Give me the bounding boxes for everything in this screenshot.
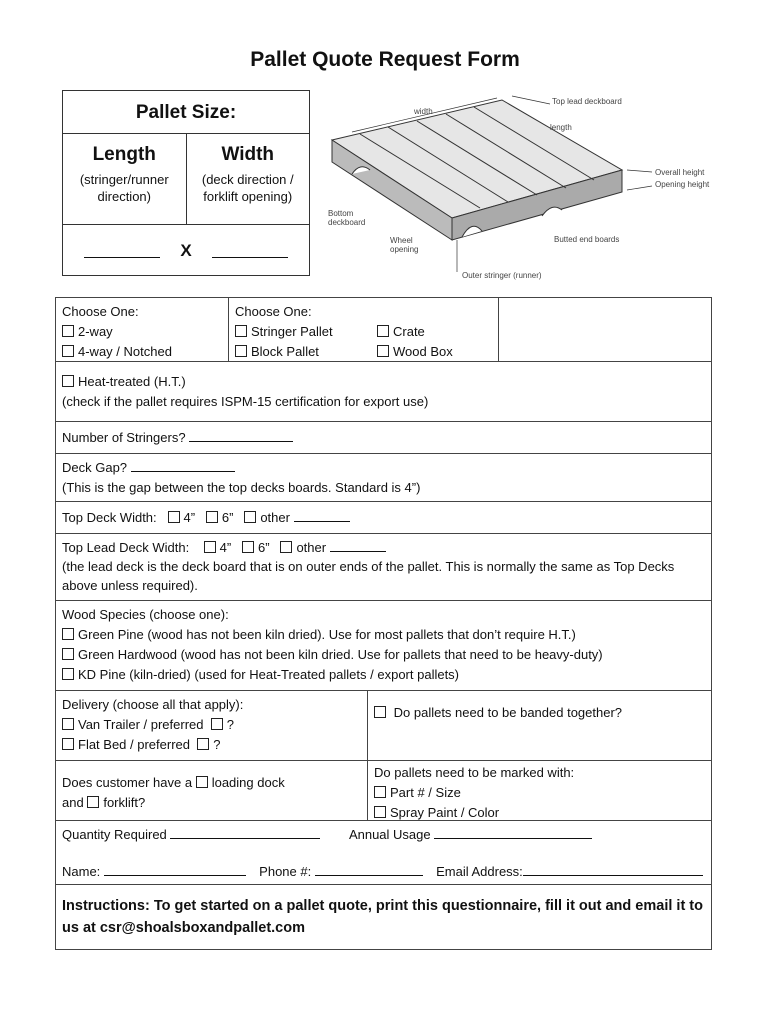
phone-blank[interactable] — [315, 862, 423, 876]
checkbox-toplead-6[interactable] — [242, 541, 254, 553]
checkbox-forklift[interactable] — [87, 796, 99, 808]
species-green-pine: Green Pine (wood has not been kiln dried). Use for most pallets that don’t require H.T.) — [78, 627, 576, 642]
dock-cell — [56, 761, 367, 820]
stringers-label: Number of Stringers? — [62, 430, 186, 445]
toplead-4: 4” — [219, 540, 232, 555]
width-column — [186, 134, 310, 224]
banded-cell — [367, 691, 711, 760]
diagram-deckboard-label: deckboard — [328, 218, 366, 227]
times-sign: X — [180, 241, 192, 260]
orientation-choice — [56, 298, 228, 361]
toplead-other: other — [296, 540, 327, 555]
checkbox-green-pine[interactable] — [62, 628, 74, 640]
delivery-cell — [56, 691, 367, 760]
marked-cell — [367, 761, 711, 820]
topdeck-other: other — [260, 510, 290, 525]
species-kd-pine: KD Pine (kiln-dried) (used for Heat-Treated pallets / export pallets) — [78, 667, 460, 682]
email-label: Email Address: — [436, 864, 523, 879]
dock-and: and — [62, 795, 84, 810]
diagram-length-label: length — [550, 123, 572, 132]
marked-part: Part # / Size — [390, 785, 461, 800]
stringers-blank[interactable] — [189, 428, 293, 442]
option-stringer: Stringer Pallet — [251, 324, 333, 339]
delivery-label: Delivery (choose all that apply): — [62, 697, 244, 712]
question-mark: ? — [226, 717, 234, 732]
species-green-hardwood: Green Hardwood (wood has not been kiln dried. Use for pallets that need to be heavy-duty) — [78, 647, 603, 662]
empty-cell — [498, 298, 711, 361]
option-4way: 4-way / Notched — [78, 344, 172, 359]
choose-label: Choose One: — [235, 304, 312, 319]
width-blank[interactable] — [212, 245, 288, 258]
topdeck-label: Top Deck Width: — [62, 510, 157, 525]
checkbox-loading-dock[interactable] — [196, 776, 208, 788]
dock-post: forklift? — [103, 795, 146, 810]
name-label: Name: — [62, 864, 101, 879]
checkbox-van[interactable] — [62, 718, 74, 730]
diagram-opening-height-label: Opening height — [655, 180, 710, 189]
email-blank[interactable] — [523, 862, 703, 876]
width-label: Width — [221, 144, 275, 165]
topdeck-other-blank[interactable] — [294, 508, 350, 522]
length-note: (stringer/runner direction) — [79, 172, 169, 204]
pallet-size-box — [62, 90, 310, 276]
instructions: Instructions: To get started on a pallet quote, print this questionnaire, fill it out and email it to us at csr@shoalsboxandpallet.com — [62, 898, 703, 936]
checkbox-flatbed[interactable] — [62, 738, 74, 750]
diagram-bottom-label: Bottom — [328, 209, 354, 218]
deckgap-label: Deck Gap? — [62, 460, 128, 475]
diagram-overall-height-label: Overall height — [655, 168, 705, 177]
marked-spray: Spray Paint / Color — [390, 805, 500, 820]
question-mark: ? — [213, 737, 221, 752]
checkbox-green-hardwood[interactable] — [62, 648, 74, 660]
deckgap-blank[interactable] — [131, 458, 235, 472]
dock-mid: loading dock — [211, 775, 285, 790]
checkbox-spray-paint[interactable] — [374, 806, 386, 818]
delivery-flatbed: Flat Bed / preferred — [78, 737, 190, 752]
checkbox-part-size[interactable] — [374, 786, 386, 798]
checkbox-topdeck-6[interactable] — [206, 511, 218, 523]
checkbox-2way[interactable] — [62, 325, 74, 337]
checkbox-toplead-other[interactable] — [280, 541, 292, 553]
toplead-note: (the lead deck is the deck board that is on outer ends of the pallet. This is normally the same as Top Decks above unless required). — [62, 559, 675, 593]
diagram-top-lead-label: Top lead deckboard — [552, 97, 622, 106]
checkbox-flatbed-preferred[interactable] — [197, 738, 209, 750]
phone-label: Phone #: — [259, 864, 312, 879]
delivery-van: Van Trailer / preferred — [78, 717, 204, 732]
quantity-label: Quantity Required — [62, 827, 167, 842]
checkbox-crate[interactable] — [377, 325, 389, 337]
diagram-butted-label: Butted end boards — [554, 235, 620, 244]
checkbox-ht[interactable] — [62, 375, 74, 387]
choose-label: Choose One: — [62, 304, 139, 319]
quote-form — [55, 297, 712, 950]
checkbox-woodbox[interactable] — [377, 345, 389, 357]
checkbox-block[interactable] — [235, 345, 247, 357]
checkbox-kd-pine[interactable] — [62, 668, 74, 680]
ht-label: Heat-treated (H.T.) — [78, 374, 186, 389]
topdeck-6: 6” — [221, 510, 234, 525]
option-woodbox: Wood Box — [393, 344, 453, 359]
checkbox-topdeck-4[interactable] — [168, 511, 180, 523]
banded-label: Do pallets need to be banded together? — [393, 705, 623, 720]
option-block: Block Pallet — [251, 344, 319, 359]
length-column — [63, 134, 186, 224]
annual-label: Annual Usage — [348, 827, 431, 842]
option-2way: 2-way — [78, 324, 113, 339]
page-title: Pallet Quote Request Form — [250, 48, 520, 71]
pallet-size-header: Pallet Size: — [63, 91, 309, 134]
checkbox-van-preferred[interactable] — [211, 718, 223, 730]
checkbox-banded[interactable] — [374, 706, 386, 718]
checkbox-topdeck-other[interactable] — [244, 511, 256, 523]
diagram-wheel-label: Wheel — [390, 236, 413, 245]
quantity-blank[interactable] — [170, 825, 320, 839]
toplead-label: Top Lead Deck Width: — [62, 540, 190, 555]
diagram-opening-label: opening — [390, 245, 419, 254]
ht-note: (check if the pallet requires ISPM-15 certification for export use) — [62, 394, 429, 409]
option-crate: Crate — [393, 324, 425, 339]
species-label: Wood Species (choose one): — [62, 607, 229, 622]
checkbox-toplead-4[interactable] — [204, 541, 216, 553]
length-blank[interactable] — [84, 245, 160, 258]
type-choice — [228, 298, 498, 361]
annual-blank[interactable] — [434, 825, 592, 839]
dock-pre: Does customer have a — [62, 775, 193, 790]
topdeck-4: 4” — [183, 510, 196, 525]
name-blank[interactable] — [104, 862, 246, 876]
diagram-outer-label: Outer stringer (runner) — [462, 271, 542, 280]
diagram-width-label: width — [414, 107, 433, 116]
deckgap-note: (This is the gap between the top decks boards. Standard is 4”) — [62, 480, 421, 495]
toplead-other-blank[interactable] — [330, 538, 386, 552]
toplead-6: 6” — [258, 540, 270, 555]
marked-label: Do pallets need to be marked with: — [374, 765, 575, 780]
checkbox-stringer[interactable] — [235, 325, 247, 337]
checkbox-4way[interactable] — [62, 345, 74, 357]
pallet-diagram — [322, 90, 712, 290]
width-note: (deck direction / forklift opening) — [201, 172, 294, 204]
length-label: Length — [92, 144, 156, 165]
